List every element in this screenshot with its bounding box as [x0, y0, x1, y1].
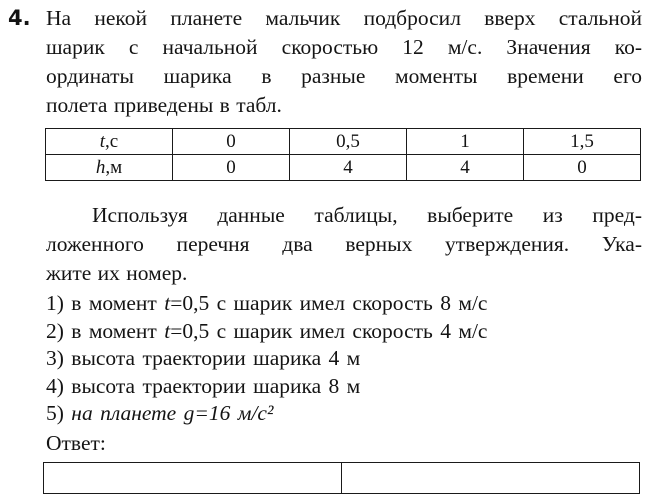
table-cell: 1: [407, 129, 524, 155]
problem-intro: [46, 4, 642, 120]
table-cell: 0,5: [290, 129, 407, 155]
intro-line: шарик с начальной скоростью 12 м/с. Значения ко-: [46, 35, 642, 59]
data-table: [45, 128, 641, 181]
table-cell: 0: [524, 155, 641, 181]
intro-line: полета приведены в табл.: [46, 93, 282, 117]
intro-line: ординаты шарика в разные моменты времени его: [46, 64, 642, 88]
answer-label: Ответ:: [46, 431, 106, 455]
option-4: 4) высота траектории шарика 8 м: [46, 373, 361, 398]
row-header-time: t,с: [46, 129, 173, 155]
answer-cell-1[interactable]: [44, 463, 341, 493]
answer-cell-2[interactable]: [341, 463, 639, 493]
table-cell: 0: [173, 155, 290, 181]
problem-number: 4.: [8, 6, 31, 30]
table-row-time: [46, 129, 641, 155]
task-line: Используя данные таблицы, выберите из пред-: [92, 203, 642, 227]
option-5: 5) на планете g=16 м/с²: [46, 401, 274, 425]
table-cell: 1,5: [524, 129, 641, 155]
intro-line: На некой планете мальчик подбросил вверх стальной: [46, 6, 642, 30]
table-cell: 4: [290, 155, 407, 181]
task-line: жите их номер.: [46, 261, 188, 285]
table-cell: 0: [173, 129, 290, 155]
task-line: ложенного перечня два верных утверждения. Ука-: [46, 232, 642, 256]
option-2: 2) в момент t=0,5 с шарик имел скорость 4 м/с: [46, 318, 488, 343]
option-3: 3) высота траектории шарика 4 м: [46, 346, 361, 370]
option-1: 1) в момент t=0,5 с шарик имел скорость 8 м/с: [46, 291, 488, 315]
answer-box: [43, 462, 640, 494]
row-header-height: h,м: [46, 155, 173, 181]
options-list: [46, 290, 642, 428]
task-instructions: [46, 201, 642, 288]
table-row-height: [46, 155, 641, 181]
table-cell: 4: [407, 155, 524, 181]
